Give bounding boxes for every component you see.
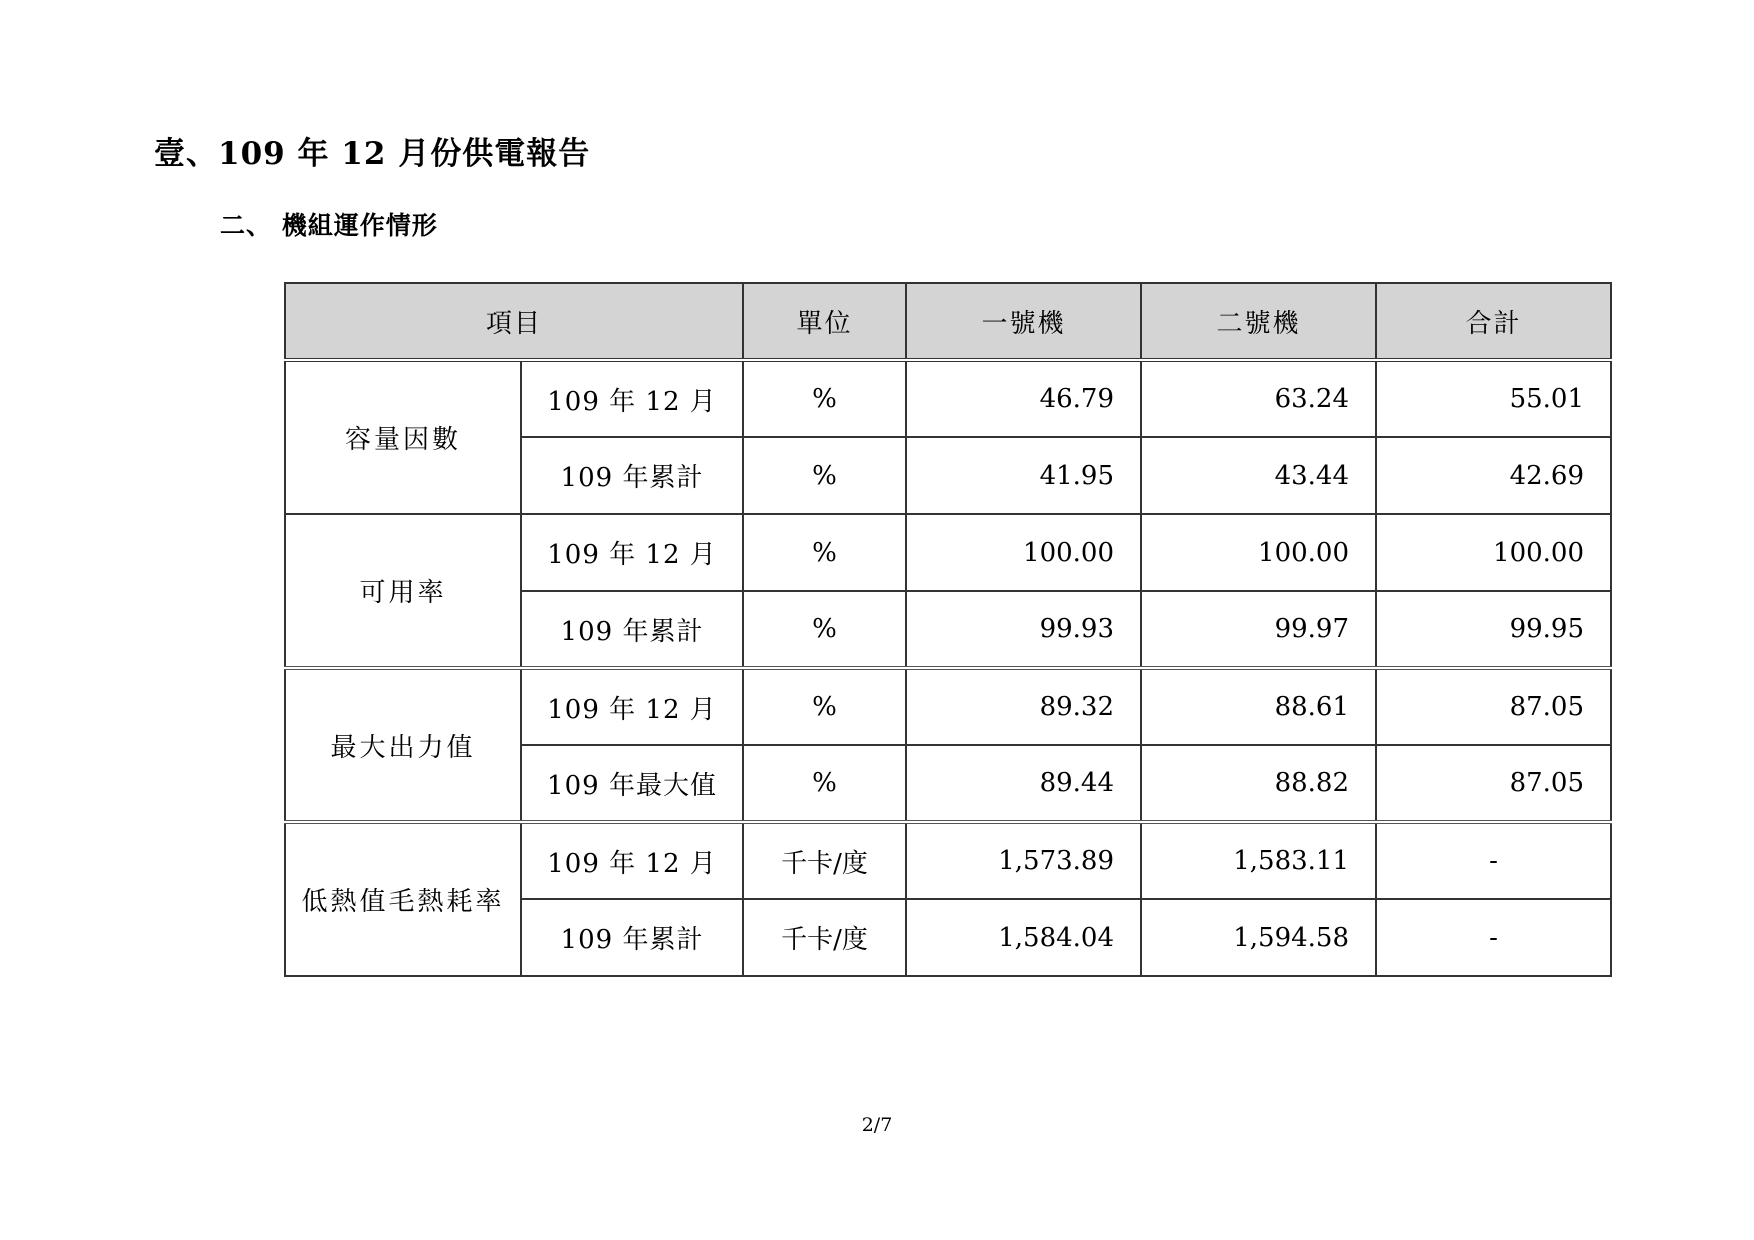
unit-cell: % bbox=[743, 668, 906, 745]
total-value: 55.01 bbox=[1376, 360, 1611, 437]
unit1-value: 89.44 bbox=[906, 745, 1141, 822]
table-header-row bbox=[285, 283, 1611, 360]
header-unit1: 一號機 bbox=[906, 283, 1141, 360]
unit1-value: 100.00 bbox=[906, 514, 1141, 591]
unit-cell: % bbox=[743, 745, 906, 822]
section-heading: 二、 機組運作情形 bbox=[220, 211, 438, 240]
unit-cell: 千卡/度 bbox=[743, 822, 906, 899]
total-value: - bbox=[1376, 899, 1611, 976]
period-cell: 109 年 12 月 bbox=[521, 668, 743, 745]
row-group-label: 低熱值毛熱耗率 bbox=[285, 822, 521, 976]
row-group-label: 最大出力值 bbox=[285, 668, 521, 822]
unit1-value: 99.93 bbox=[906, 591, 1141, 668]
period-cell: 109 年 12 月 bbox=[521, 514, 743, 591]
row-group-label: 可用率 bbox=[285, 514, 521, 668]
total-value: 87.05 bbox=[1376, 745, 1611, 822]
period-cell: 109 年 12 月 bbox=[521, 360, 743, 437]
period-cell: 109 年累計 bbox=[521, 591, 743, 668]
unit2-value: 100.00 bbox=[1141, 514, 1376, 591]
header-total: 合計 bbox=[1376, 283, 1611, 360]
row-group-label: 容量因數 bbox=[285, 360, 521, 514]
total-value: 100.00 bbox=[1376, 514, 1611, 591]
unit-cell: % bbox=[743, 437, 906, 514]
unit2-value: 63.24 bbox=[1141, 360, 1376, 437]
unit1-value: 41.95 bbox=[906, 437, 1141, 514]
unit-cell: % bbox=[743, 360, 906, 437]
unit-operation-table bbox=[284, 282, 1612, 977]
period-cell: 109 年累計 bbox=[521, 437, 743, 514]
unit1-value: 89.32 bbox=[906, 668, 1141, 745]
header-item: 項目 bbox=[285, 283, 743, 360]
total-value: 87.05 bbox=[1376, 668, 1611, 745]
unit-cell: % bbox=[743, 514, 906, 591]
unit2-value: 43.44 bbox=[1141, 437, 1376, 514]
table-row bbox=[285, 668, 1611, 745]
unit2-value: 88.61 bbox=[1141, 668, 1376, 745]
total-value: 42.69 bbox=[1376, 437, 1611, 514]
unit2-value: 1,594.58 bbox=[1141, 899, 1376, 976]
table-row bbox=[285, 514, 1611, 591]
total-value: 99.95 bbox=[1376, 591, 1611, 668]
header-unit: 單位 bbox=[743, 283, 906, 360]
unit2-value: 1,583.11 bbox=[1141, 822, 1376, 899]
report-title: 壹、109 年 12 月份供電報告 bbox=[154, 136, 591, 172]
page-number: 2/7 bbox=[861, 1114, 893, 1136]
total-value: - bbox=[1376, 822, 1611, 899]
period-cell: 109 年最大值 bbox=[521, 745, 743, 822]
unit1-value: 1,584.04 bbox=[906, 899, 1141, 976]
unit2-value: 99.97 bbox=[1141, 591, 1376, 668]
period-cell: 109 年累計 bbox=[521, 899, 743, 976]
unit2-value: 88.82 bbox=[1141, 745, 1376, 822]
table-row bbox=[285, 822, 1611, 899]
table-row bbox=[285, 360, 1611, 437]
unit1-value: 1,573.89 bbox=[906, 822, 1141, 899]
unit-cell: % bbox=[743, 591, 906, 668]
unit-operation-table-container bbox=[284, 282, 1610, 975]
unit1-value: 46.79 bbox=[906, 360, 1141, 437]
period-cell: 109 年 12 月 bbox=[521, 822, 743, 899]
unit-cell: 千卡/度 bbox=[743, 899, 906, 976]
header-unit2: 二號機 bbox=[1141, 283, 1376, 360]
